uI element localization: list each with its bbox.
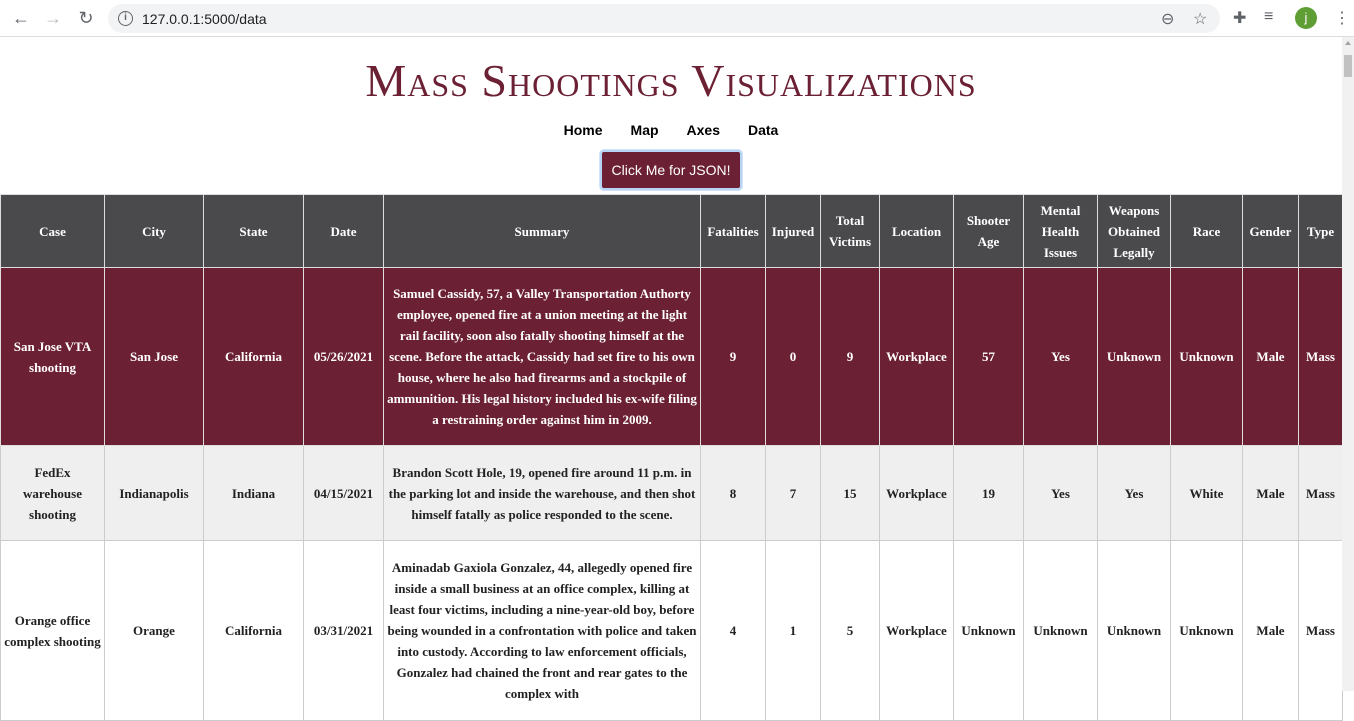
table-row <box>1 446 1343 541</box>
data-table <box>0 194 1343 721</box>
table-cell: 05/26/2021 <box>304 268 384 446</box>
column-header: Injured <box>766 195 821 268</box>
media-icon[interactable]: ≡ <box>1264 8 1274 25</box>
extensions-icon[interactable]: ✚ <box>1233 10 1247 27</box>
table-cell: California <box>204 541 304 721</box>
table-cell: Mass <box>1299 268 1343 446</box>
column-header: Gender <box>1243 195 1299 268</box>
table-cell: 03/31/2021 <box>304 541 384 721</box>
table-cell: Male <box>1243 446 1299 541</box>
table-cell: Mass <box>1299 541 1343 721</box>
browser-toolbar <box>0 0 1354 37</box>
column-header: Total Victims <box>821 195 880 268</box>
column-header: City <box>105 195 204 268</box>
column-header: Race <box>1171 195 1243 268</box>
table-cell: 0 <box>766 268 821 446</box>
column-header: Shooter Age <box>954 195 1024 268</box>
table-cell: 57 <box>954 268 1024 446</box>
column-header: Mental Health Issues <box>1024 195 1098 268</box>
table-cell: 8 <box>701 446 766 541</box>
table-cell: 15 <box>821 446 880 541</box>
column-header: Summary <box>384 195 701 268</box>
back-icon[interactable]: ← <box>12 8 30 28</box>
table-cell: Yes <box>1024 268 1098 446</box>
forward-icon[interactable]: → <box>44 8 62 28</box>
column-header: Type <box>1299 195 1343 268</box>
table-cell: Yes <box>1024 446 1098 541</box>
table-cell: 9 <box>821 268 880 446</box>
table-cell: FedEx warehouse shooting <box>1 446 105 541</box>
column-header: Weapons Obtained Legally <box>1098 195 1171 268</box>
column-header: Fatalities <box>701 195 766 268</box>
table-cell: 04/15/2021 <box>304 446 384 541</box>
table-cell: Workplace <box>880 541 954 721</box>
scrollbar[interactable] <box>1342 37 1354 691</box>
menu-icon[interactable]: ⋮ <box>1334 10 1350 27</box>
nav-home[interactable]: Home <box>563 122 603 138</box>
table-cell: Workplace <box>880 268 954 446</box>
table-cell: Indianapolis <box>105 446 204 541</box>
page-content <box>0 37 1342 701</box>
page-title: Mass Shootings Visualizations <box>365 55 977 106</box>
table-cell: Workplace <box>880 446 954 541</box>
table-cell: Unknown <box>954 541 1024 721</box>
table-cell: 4 <box>701 541 766 721</box>
avatar[interactable]: j <box>1295 7 1317 29</box>
table-cell: 1 <box>766 541 821 721</box>
column-header: Date <box>304 195 384 268</box>
table-cell: Samuel Cassidy, 57, a Valley Transportation Authorty employee, opened fire at a union meeting at the light rail facility, soon also fatally shooting himself at the scene. Before the attack, Cassidy had set fire to his own house, where he also had firearms and a stockpile of ammunition. His legal history included his ex-wife filing a restraining order against him in 2009. <box>384 268 701 446</box>
table-cell: Unknown <box>1171 541 1243 721</box>
reload-icon[interactable]: ↻ <box>78 8 94 28</box>
url-text[interactable]: 127.0.0.1:5000/data <box>142 10 267 27</box>
table-cell: Male <box>1243 541 1299 721</box>
table-cell: Mass <box>1299 446 1343 541</box>
table-cell: San Jose <box>105 268 204 446</box>
table-cell: 19 <box>954 446 1024 541</box>
table-cell: San Jose VTA shooting <box>1 268 105 446</box>
zoom-icon[interactable]: ⊖ <box>1161 11 1175 28</box>
table-cell: Unknown <box>1024 541 1098 721</box>
table-row <box>1 268 1343 446</box>
table-row <box>1 541 1343 721</box>
table-cell: Male <box>1243 268 1299 446</box>
column-header: Location <box>880 195 954 268</box>
json-button[interactable]: Click Me for JSON! <box>600 150 741 190</box>
scroll-up-icon[interactable] <box>1345 41 1351 45</box>
table-cell: 7 <box>766 446 821 541</box>
table-cell: Orange <box>105 541 204 721</box>
column-header: State <box>204 195 304 268</box>
nav-map[interactable]: Map <box>630 122 659 138</box>
nav-bar <box>0 122 1342 144</box>
table-cell: White <box>1171 446 1243 541</box>
nav-data[interactable]: Data <box>748 122 779 138</box>
star-icon[interactable]: ☆ <box>1193 11 1208 28</box>
table-cell: Yes <box>1098 446 1171 541</box>
table-cell: Orange office complex shooting <box>1 541 105 721</box>
table-cell: Unknown <box>1098 268 1171 446</box>
table-cell: 9 <box>701 268 766 446</box>
table-cell: 5 <box>821 541 880 721</box>
table-cell: Unknown <box>1098 541 1171 721</box>
info-icon[interactable]: i <box>118 11 133 26</box>
nav-axes[interactable]: Axes <box>686 122 720 138</box>
table-cell: Brandon Scott Hole, 19, opened fire around 11 p.m. in the parking lot and inside the warehouse, and then shot himself fatally as police responded to the scene. <box>384 446 701 541</box>
column-header: Case <box>1 195 105 268</box>
scroll-thumb[interactable] <box>1344 55 1352 77</box>
table-cell: Aminadab Gaxiola Gonzalez, 44, allegedly opened fire inside a small business at an office complex, killing at least four victims, including a nine-year-old boy, before being wounded in a confrontation with police and taken into custody. According to law enforcement officials, Gonzalez had chained the front and rear gates to the complex with <box>384 541 701 721</box>
table-cell: Indiana <box>204 446 304 541</box>
table-cell: California <box>204 268 304 446</box>
address-bar[interactable] <box>108 4 1220 33</box>
table-cell: Unknown <box>1171 268 1243 446</box>
